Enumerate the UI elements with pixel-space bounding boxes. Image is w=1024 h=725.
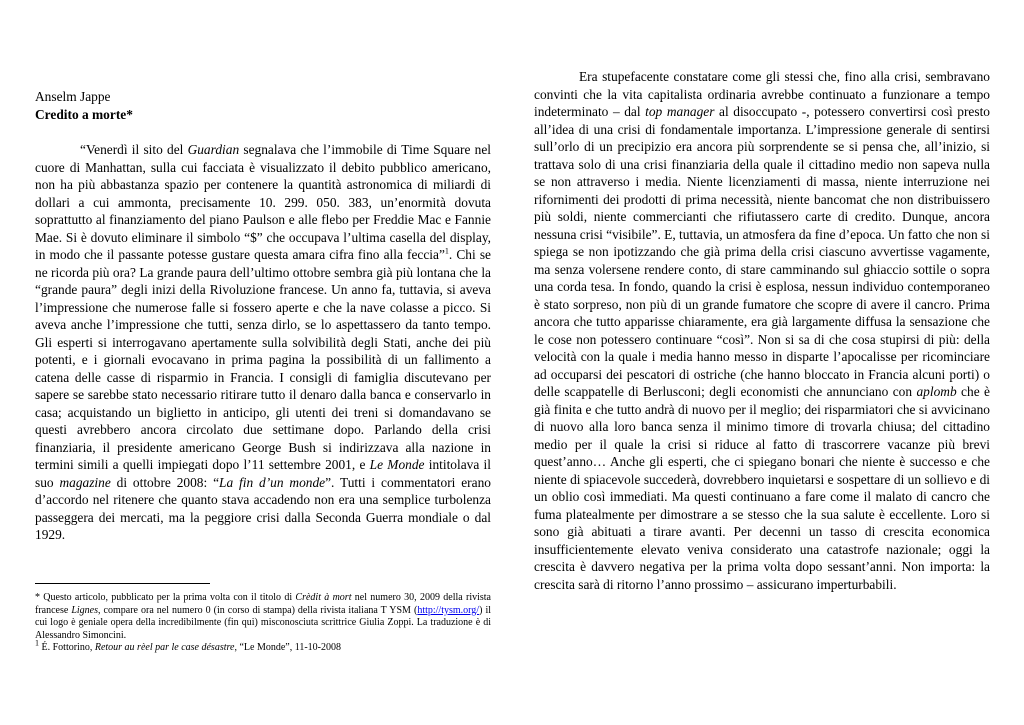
text-run: al disoccupato -, potessero convertirsi così presto all’idea di una crisi di fondamentale importanza. L’impressione generale di sentirsi sull’orlo di un precipizio era ancora più sorprendente se si pensa che, all’inizio, si trattava solo di una crisi finanziaria della quale il cittadino medio non sapeva nulla se non attraverso i media. Niente licenziamenti di massa, niente interruzione nei rifornimenti dei prodotti di prima necessità, niente bancomat che non distribuissero più soldi, niente commercianti che rifiutassero carte di credito. Dunque, ancora nessuna crisi “visibile”. E, tuttavia, un atmosfera da fine d’epoca. Un fatto che non si spiega se non ipotizzando che già prima della crisi ciascuno avvertisse vagamente, ma senza volersene rendere conto, di stare camminando sul ghiaccio sottile o sopra una corda tesa. In fondo, quando la crisi è esplosa, nessun individuo contemporaneo è stato sorpreso, non più di un grande fumatore che scopre di avere il cancro. Prima ancora che tutto apparisse chiaramente, era già largamente diffusa la sensazione che le cose non potessero continuare “così”. Non si sa di che cosa stupirsi di più: della velocità con la quale i media hanno messo in disparte l’apocalisse per ricominciare ad occuparsi dei pescatori di ostriche (che hanno bloccato in Francia alcuni porti) o delle scappatelle di Berlusconi; degli economisti che annunciano con <box>534 104 990 399</box>
italic-retour: Retour au rèel par le case désastre <box>94 642 235 654</box>
right-paragraph <box>534 68 990 593</box>
italic-lignes: Lignes <box>71 604 99 616</box>
text-run: * Questo articolo, pubblicato per la prima volta con il titolo di <box>35 592 296 603</box>
footnote-star <box>35 592 491 642</box>
text-run: ”. Tutti i commentatori erano d’accordo nel ritenere che quanto stava accadendo non era una semplice turbolenza passeggera dei mercati, ma la peggiore crisi dalla Seconda Guerra mondiale o dal 1929. <box>35 474 491 542</box>
italic-le-monde: Le Monde <box>369 457 425 472</box>
text-run: segnalava che l’immobile di Time Square nel cuore di Manhattan, sulla cui facciata è visualizzato il debito pubblico americano, non ha più abbastanza spazio per contenere la quantità astronomica di miliardi di dollari a cui ammonta, precisamente 10. 299. 050. 383, un’enormità dovuta soprattutto al finanziamento del piano Paulson e alle flebo per Freddie Mac e Fannie Mae. Si è dovuto eliminare il simbolo “$” che occupava l’ultima casella del display, in modo che il passante potesse gustare questa amara cifra fino alla feccia” <box>35 142 491 262</box>
text-run: che è già finita e che tutto andrà di nuovo per il meglio; dei risparmiatori che si avvicinano di nuovo alla loro banca senza il minimo timore di trovarla chiusa; del cittadino medio per il quale la crisi si riduce al fatto di trascorrere vacanze più brevi quest’anno… Anche gli esperti, che ci spiegano bonari che niente è successo e che niente di spiacevole succederà, dovrebbero inquietarsi e sospettare di un sollievo e di un oblio così immediati. Ma questi continuano a fare come il malato di cancro che fuma platealmente per dimostrare a se stesso che la sua salute è eccellente. Loro si sono già abituati a tirare avanti. Per decenni un tasso di crescita economica insufficientemente elevato veniva considerato una catastrofe nazionale; oggi la crescita è davvero negativa per la prima volta dopo sessant’anni. Non importa: la crescita sarà di ritorno l’anno prossimo – assicurano imperturbabili. <box>534 384 990 592</box>
left-column <box>35 88 491 544</box>
italic-credit: Crèdit à mort <box>295 592 352 603</box>
italic-la-fin: La fin d’un monde <box>219 474 326 490</box>
footnotes <box>35 583 491 655</box>
text-run: intitolava il suo <box>35 457 491 490</box>
footnote-ref: 1 <box>444 246 449 256</box>
text-run: . Chi se ne ricorda più ora? La grande paura dell’ultimo ottobre sembra già più lontana che la “grande paura” degli inizi della Rivoluzione francese. Un anno fa, tuttavia, si aveva l’impressione che numerose falle si fossero aperte e che la nave colasse a picco. Si aveva anche l’impressione che tutti, senza dirlo, se lo aspettassero da tanto tempo. Gli esperti si interrogavano apertamente sulla solvibilità degli Stati, anche dei più potenti, e i giornali evocavano in prima pagina la possibilità di un fallimento a catena delle casse di risparmio in Francia. I consigli di famiglia discutevano per sapere se sarebbe stato necessario ritirare tutto il denaro dalla banca e conservarlo in casa; acquistando un biglietto in anticipo, gli utenti dei treni si domandavano se questi avrebbero ancora circolato due settimane dopo. Parlando della crisi finanziaria, il presidente americano George Bush si indirizzava alla nazione in termini simili a quelli impiegati dopo l’11 settembre 2001, e <box>35 247 491 472</box>
author-name: Anselm Jappe <box>35 89 111 104</box>
right-column <box>534 68 990 593</box>
footnote-1 <box>35 639 491 655</box>
footnote-number: 1 <box>35 639 39 649</box>
text-run: , compare ora nel numero 0 (in corso di stampa) della rivista italiana T YSM ( <box>98 604 418 616</box>
text-run: “Venerdì il sito del <box>80 142 188 157</box>
text-run: di ottobre 2008: “ <box>110 474 220 490</box>
article-title: Credito a morte* <box>35 106 133 122</box>
italic-top-manager: top manager <box>645 104 715 119</box>
left-paragraph <box>35 141 491 544</box>
text-run: , “Le Monde”, 11-10-2008 <box>234 642 341 654</box>
text-run: ) il cui logo è geniale opera della incredibilmente (fin qui) misconosciuta scrittrice Giulia Zoppi. La traduzione è di Alessandro Simoncini. <box>35 604 492 641</box>
tysm-link[interactable]: http://tysm.org/ <box>417 604 480 616</box>
italic-aplomb: aplomb <box>916 384 957 399</box>
text-run: nel numero 30, 2009 della rivista francese <box>35 592 491 616</box>
text-run: É. Fottorino, <box>39 642 95 654</box>
text-run: Era stupefacente constatare come gli stessi che, fino alla crisi, sembravano convinti che la vita capitalista ordinaria avrebbe continuato a funzionare a tempo indeterminato – dal <box>534 69 990 119</box>
italic-magazine: magazine <box>59 474 111 490</box>
footnote-divider <box>35 583 210 584</box>
italic-guardian: Guardian <box>187 142 240 157</box>
